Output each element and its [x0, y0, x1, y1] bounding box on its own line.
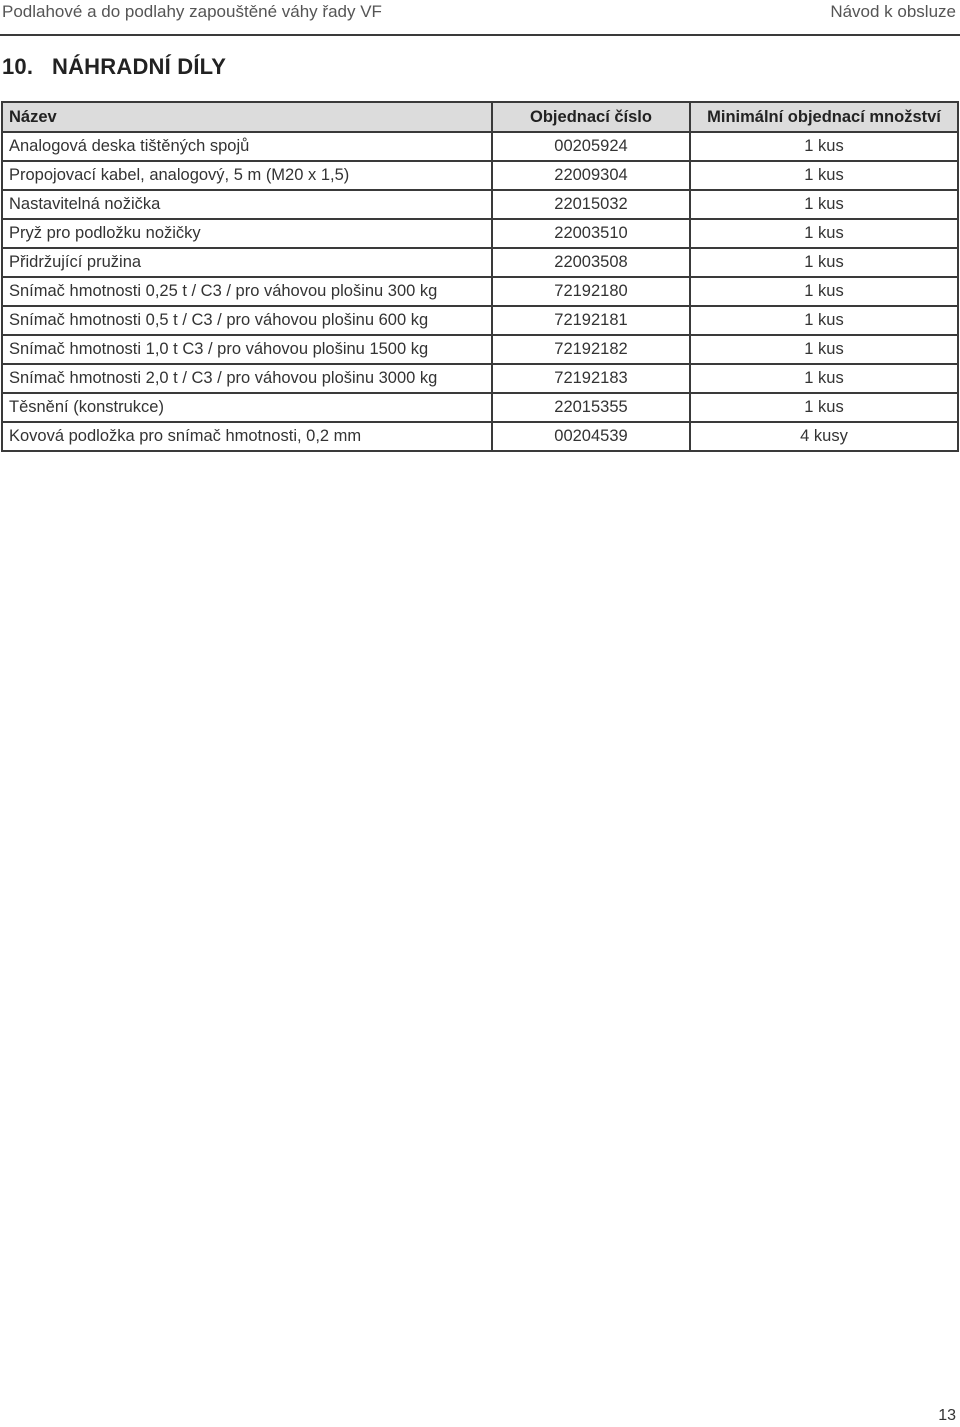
table-row: [2, 132, 958, 161]
part-name: Analogová deska tištěných spojů: [2, 132, 492, 161]
min-quantity: 1 kus: [690, 161, 958, 190]
table-row: [2, 422, 958, 451]
table-row: [2, 393, 958, 422]
document-type: Návod k obsluze: [830, 2, 956, 21]
order-number: 22015355: [492, 393, 690, 422]
min-quantity: 1 kus: [690, 306, 958, 335]
min-quantity: 1 kus: [690, 219, 958, 248]
column-header-min-quantity: Minimální objednací množství: [690, 102, 958, 132]
table-row: [2, 335, 958, 364]
order-number: 22015032: [492, 190, 690, 219]
order-number: 22003508: [492, 248, 690, 277]
part-name: Snímač hmotnosti 0,25 t / C3 / pro váhovou plošinu 300 kg: [2, 277, 492, 306]
part-name: Snímač hmotnosti 1,0 t C3 / pro váhovou plošinu 1500 kg: [2, 335, 492, 364]
table-row: [2, 306, 958, 335]
part-name: Snímač hmotnosti 2,0 t / C3 / pro váhovou plošinu 3000 kg: [2, 364, 492, 393]
table-row: [2, 161, 958, 190]
table-row: [2, 248, 958, 277]
table-row: [2, 190, 958, 219]
part-name: Nastavitelná nožička: [2, 190, 492, 219]
min-quantity: 1 kus: [690, 277, 958, 306]
part-name: Pryž pro podložku nožičky: [2, 219, 492, 248]
table-row: [2, 219, 958, 248]
table-row: [2, 277, 958, 306]
order-number: 72192181: [492, 306, 690, 335]
min-quantity: 1 kus: [690, 364, 958, 393]
order-number: 72192182: [492, 335, 690, 364]
min-quantity: 1 kus: [690, 393, 958, 422]
order-number: 22003510: [492, 219, 690, 248]
section-title: NÁHRADNÍ DÍLY: [52, 54, 227, 79]
column-header-name: Název: [2, 102, 492, 132]
part-name: Těsnění (konstrukce): [2, 393, 492, 422]
section-number: 10.: [2, 54, 34, 79]
column-header-order-number: Objednací číslo: [492, 102, 690, 132]
order-number: 22009304: [492, 161, 690, 190]
order-number: 72192183: [492, 364, 690, 393]
table-header-row: [2, 102, 958, 132]
min-quantity: 1 kus: [690, 248, 958, 277]
document-title: Podlahové a do podlahy zapouštěné váhy řady VF: [2, 2, 382, 21]
spare-parts-table: [1, 101, 959, 452]
part-name: Propojovací kabel, analogový, 5 m (M20 x 1,5): [2, 161, 492, 190]
order-number: 00205924: [492, 132, 690, 161]
min-quantity: 4 kusy: [690, 422, 958, 451]
order-number: 00204539: [492, 422, 690, 451]
min-quantity: 1 kus: [690, 132, 958, 161]
order-number: 72192180: [492, 277, 690, 306]
part-name: Snímač hmotnosti 0,5 t / C3 / pro váhovou plošinu 600 kg: [2, 306, 492, 335]
part-name: Kovová podložka pro snímač hmotnosti, 0,2 mm: [2, 422, 492, 451]
table-row: [2, 364, 958, 393]
part-name: Přidržující pružina: [2, 248, 492, 277]
min-quantity: 1 kus: [690, 190, 958, 219]
min-quantity: 1 kus: [690, 335, 958, 364]
section-heading: [2, 54, 226, 80]
page-header: [0, 0, 960, 36]
page-number: 13: [938, 1407, 956, 1424]
